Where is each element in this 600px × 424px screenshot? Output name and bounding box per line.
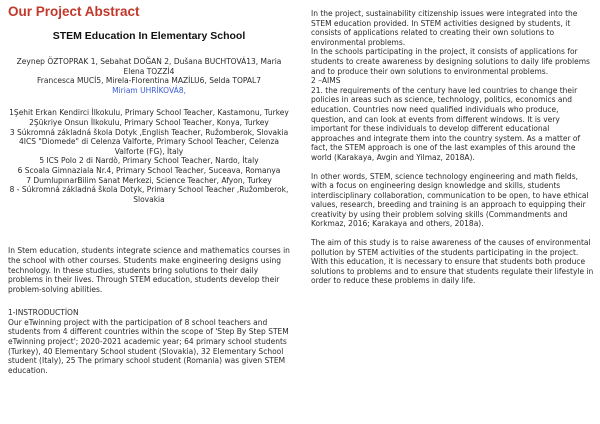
project-paragraph-1: In the project, sustainability citizenship issues were integrated into the STEM education provided. In STEM activities designed by students, it consists of applications related to creating their own solutions to environmental problems.: [311, 9, 578, 47]
affiliation-3: 3 Súkromná základná škola Dotyk ,English Teacher, Ružomberok, Slovakia: [9, 127, 289, 137]
page-heading: Our Project Abstract: [8, 4, 140, 19]
right-column: [311, 9, 595, 286]
left-column: [8, 30, 290, 375]
affiliation-1: 1Şehit Erkan Kendirci İlkokulu, Primary School Teacher, Kastamonu, Turkey: [9, 108, 289, 118]
summary-paragraph: In Stem education, students integrate science and mathematics courses in the school with other courses. Students make engineering designs using technology. In these studies, students bring solutions to their daily problems in their lives. Through STEM education, students develop their problem-solving abilities.: [8, 246, 290, 294]
affiliation-7: 7 DumlupınarBilim Sanat Merkezi, Science Teacher, Afyon, Turkey: [26, 175, 272, 185]
intro-heading: 1-INSTRODUCTİON: [8, 308, 79, 318]
aims-paragraph-2: In other words, STEM, science technology engineering and math fields, with a focus on engineering design knowledge and skills, students interdisciplinary collaboration, communication to be open, to have ethical values, research, breeding and training is an approach to equipping their creativity by using their problem solving skills (Commandments and Korkmaz, 2016; Karakaya and others, 2018a).: [311, 171, 589, 229]
affiliation-4: 4ICS "Diomede" di Celenza Valforte, Primary School Teacher, Celenza Valforte (FG), İtaly: [18, 137, 280, 156]
author-line-3: Miriam UHRÍKOVÁ8,: [112, 85, 186, 95]
affiliation-list: [8, 108, 290, 204]
aims-paragraph-1: 21. the requirements of the century have led countries to change their policies in areas such as science, technology, politics, economics and education. Countries now need qualified individuals who produce, question, and can look at events from different windows. It is very important for these individuals to develop different educational approaches and integrate them into the country system. As a matter of fact, the STEM approach is one of the last examples of this around the world (Karakaya, Avgin and Yilmaz, 2018A).: [311, 85, 581, 162]
aims-paragraph-3: The aim of this study is to raise awareness of the causes of environmental pollution by STEM activities of the students participating in the project. With this education, it is necessary to ensure that students both produce solutions to problems and to ensure that students regulate their lifestyle in order to reduce these problems in daily life.: [311, 238, 594, 286]
author-list: [8, 57, 290, 95]
aims-heading: 2 –AIMS: [311, 76, 341, 86]
intro-paragraph: Our eTwinning project with the participation of 8 school teachers and students from 4 different countries within the scope of 'Step By Step STEM eTwinning project'; 2020-2021 academic year; 64 primary school students (Turkey), 40 Elementary School student (Slovakia), 32 Elementary School student (Italy), 25 The primary school student (Romania) was given STEM education.: [8, 317, 289, 375]
affiliation-5: 5 ICS Polo 2 di Nardò, Primary School Teacher, Nardo, İtaly: [39, 156, 259, 166]
author-line-1: Zeynep ÖZTOPRAK 1, Sebahat DOĞAN 2, Dušana BUCHTOVÁ13, Maria Elena TOZZİ4: [16, 57, 282, 76]
affiliation-6: 6 Scoala Gimnaziala Nr.4, Primary School Teacher, Suceava, Romanya: [17, 165, 281, 175]
affiliation-8: 8 - Súkromná základná škola Dotyk, Primary School Teacher ,Ružomberok, Slovakia: [9, 185, 289, 204]
author-line-2: Francesca MUCİ5, Mirela-Florentina MAZİLU6, Selda TOPAL7: [37, 76, 261, 86]
affiliation-2: 2Şükriye Onsun İlkokulu, Primary School Teacher, Konya, Turkey: [29, 117, 269, 127]
paper-title: STEM Education In Elementary School: [52, 30, 246, 42]
project-paragraph-2: In the schools participating in the project, it consists of applications for students to create awareness by designing solutions to daily life problems and to produce their own solutions to environmental problems.: [311, 47, 590, 76]
